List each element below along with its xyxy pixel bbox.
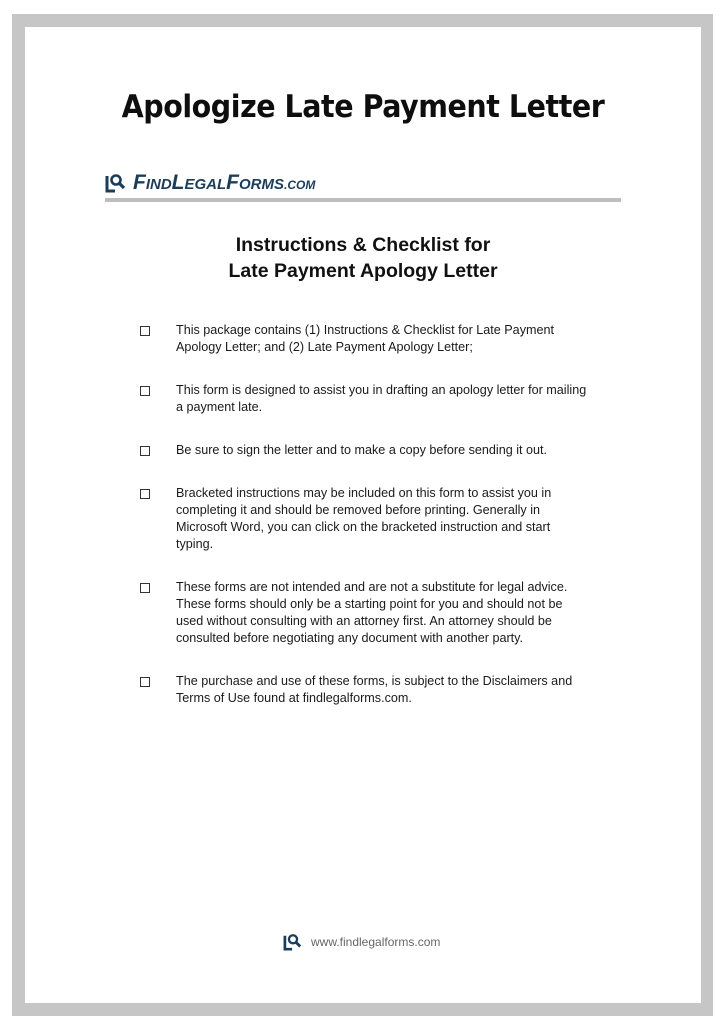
magnifier-doc-icon <box>105 173 127 193</box>
checkbox[interactable] <box>140 446 150 456</box>
checkbox[interactable] <box>140 489 150 499</box>
checklist-item-text: The purchase and use of these forms, is subject to the Disclaimers and Terms of Use found at findlegalforms.com. <box>176 674 573 705</box>
logo-egal: EGAL <box>184 176 227 193</box>
checklist-item <box>140 579 590 647</box>
checklist-item-text: This form is designed to assist you in drafting an apology letter for mailing a payment late. <box>176 383 587 414</box>
logo-wordmark <box>133 171 315 195</box>
checklist-item-text: These forms are not intended and are not a substitute for legal advice. These forms should only be a starting point for you and should not be used without consulting with an attorney first. An attorney should be consulted before negotiating any document with another party. <box>176 580 568 645</box>
document-page <box>25 27 701 1003</box>
checklist <box>140 322 590 707</box>
checklist-item <box>140 485 590 553</box>
document-title-line1: Instructions & Checklist for <box>235 234 491 256</box>
checklist-item <box>140 442 590 459</box>
logo-ind: IND <box>145 176 172 193</box>
checklist-item-text: Bracketed instructions may be included on this form to assist you in completing it and should be removed before printing. Generally in Microsoft Word, you can click on the bracketed instruction and start typing. <box>176 486 552 551</box>
footer-url[interactable]: www.findlegalforms.com <box>311 935 441 949</box>
logo-com: COM <box>287 178 316 192</box>
checklist-item <box>140 673 590 707</box>
logo-dot: . <box>284 178 288 192</box>
checklist-item <box>140 382 590 416</box>
magnifier-doc-icon <box>283 933 303 951</box>
footer <box>283 933 440 951</box>
checklist-item <box>140 322 590 356</box>
checkbox[interactable] <box>140 326 150 336</box>
logo-l: L <box>171 171 185 194</box>
checklist-item-text: This package contains (1) Instructions & Checklist for Late Payment Apology Letter; and (2) Late Payment Apology Letter; <box>176 323 554 354</box>
header-divider <box>105 198 621 202</box>
document-title <box>25 232 701 284</box>
findlegalforms-logo <box>105 171 315 195</box>
main-title: Apologize Late Payment Letter <box>121 89 605 125</box>
checkbox[interactable] <box>140 583 150 593</box>
checklist-item-text: Be sure to sign the letter and to make a copy before sending it out. <box>176 443 548 457</box>
checkbox[interactable] <box>140 677 150 687</box>
logo-f2: F <box>226 171 239 194</box>
logo-f: F <box>133 171 146 194</box>
document-title-line2: Late Payment Apology Letter <box>228 260 498 282</box>
logo-orms: ORMS <box>239 176 284 193</box>
checkbox[interactable] <box>140 386 150 396</box>
